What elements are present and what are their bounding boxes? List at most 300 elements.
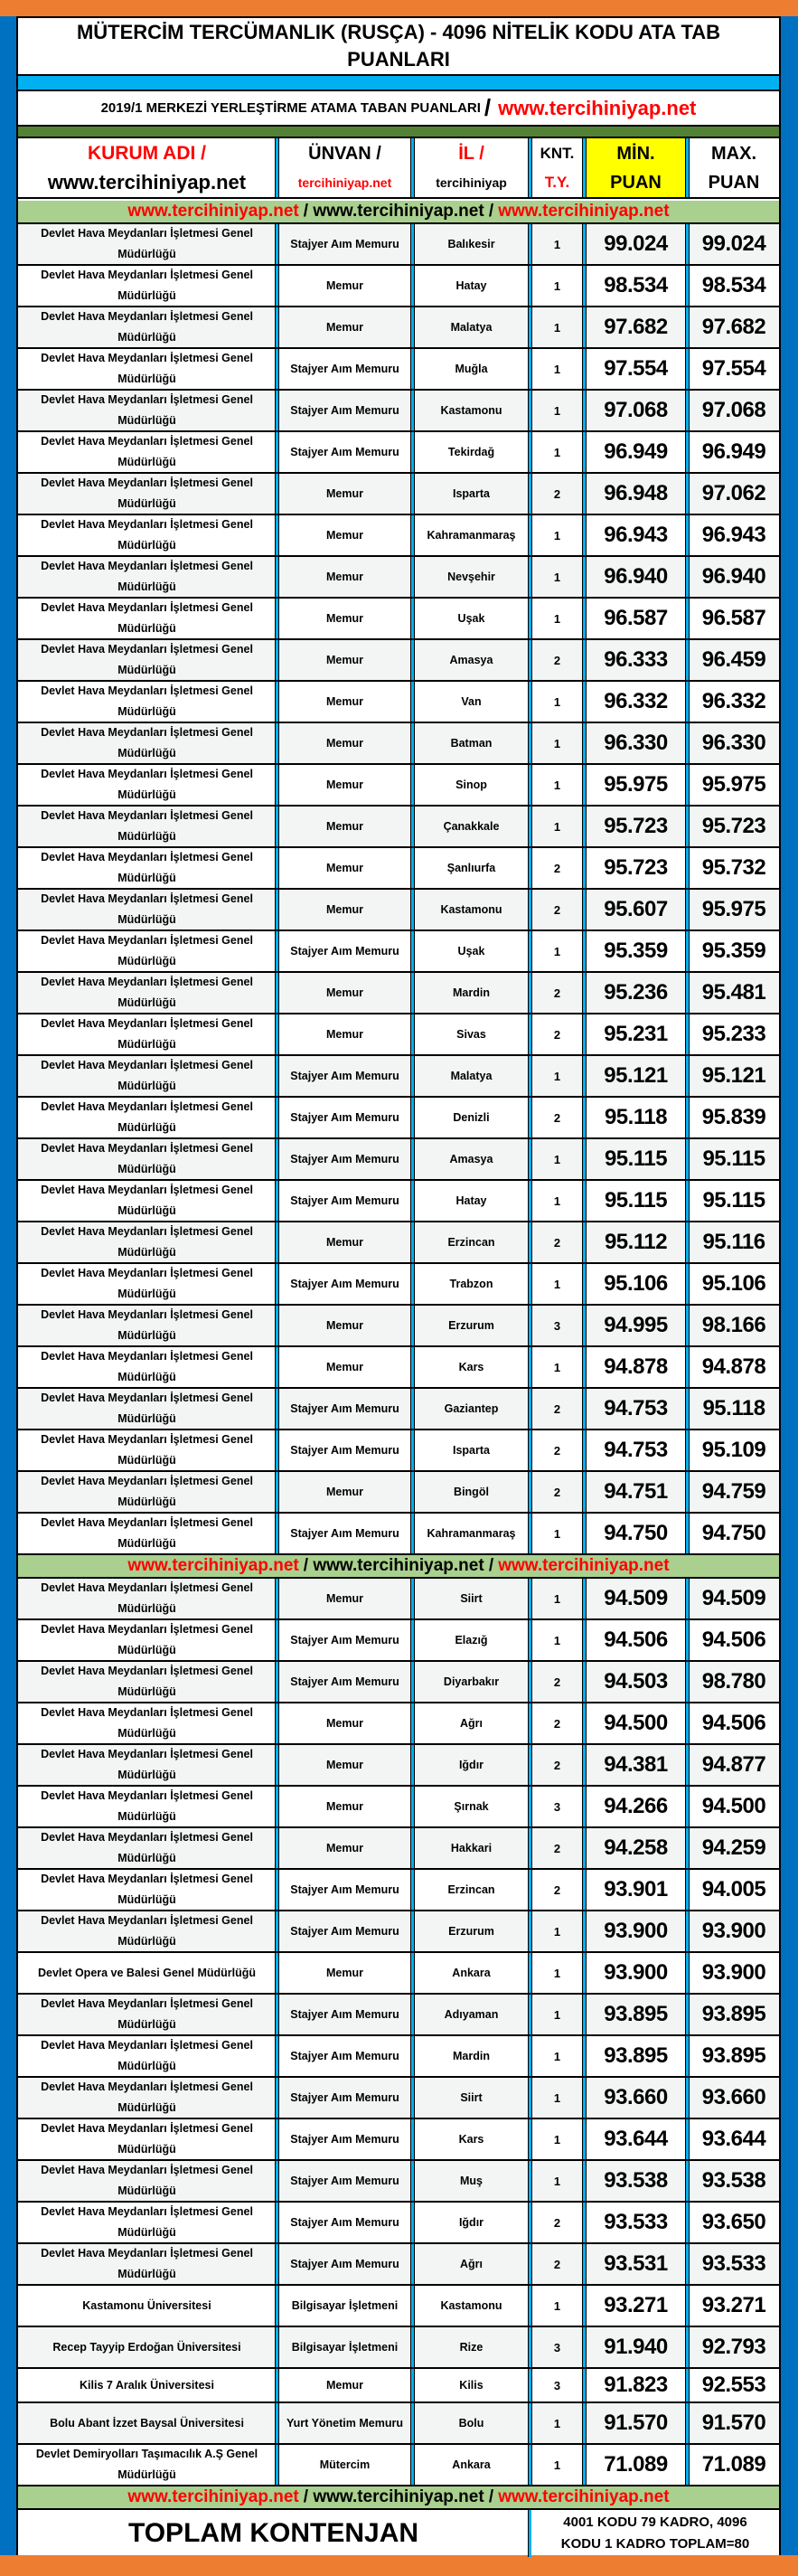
knt-cell: 2 [529,1662,583,1702]
max-puan-cell: 95.732 [686,848,779,888]
knt-cell: 1 [529,765,583,805]
unvan-cell: Stajyer Aım Memuru [276,1995,411,2034]
table-row [18,2161,779,2203]
table-row [18,1181,779,1222]
max-puan-cell: 93.538 [686,2161,779,2201]
knt-cell: 2 [529,1745,583,1785]
min-puan-cell: 93.531 [583,2244,686,2284]
unvan-cell: Stajyer Aım Memuru [276,391,411,430]
table-row [18,266,779,307]
table-row [18,1579,779,1620]
table-row [18,599,779,640]
il-cell: Kahramanmaraş [411,1514,529,1553]
header-il [411,138,529,197]
table-row [18,1703,779,1745]
table-row [18,432,779,474]
min-puan-cell: 96.943 [583,515,686,555]
knt-cell: 2 [529,1828,583,1868]
unvan-cell: Stajyer Aım Memuru [276,349,411,389]
table-row [18,848,779,890]
knt-cell: 1 [529,349,583,389]
max-puan-cell: 95.116 [686,1222,779,1262]
subtitle-site-link[interactable]: www.tercihiniyap.net [498,96,697,119]
max-puan-cell: 97.682 [686,307,779,347]
header-knt-sub: T.Y. [544,173,570,191]
subtitle-slash: / [483,94,492,121]
knt-cell: 1 [529,599,583,638]
unvan-cell: Stajyer Aım Memuru [276,2203,411,2242]
il-cell: Bingöl [411,1472,529,1512]
max-puan-cell: 94.500 [686,1787,779,1826]
il-cell: Diyarbakır [411,1662,529,1702]
min-puan-cell: 93.644 [583,2119,686,2159]
kurum-cell: Devlet Hava Meydanları İşletmesi Genel Müdürlüğü [41,310,253,344]
table-row [18,307,779,349]
unvan-cell: Stajyer Aım Memuru [276,1181,411,1221]
table-row [18,557,779,599]
min-puan-cell: 95.115 [583,1181,686,1221]
max-puan-cell: 92.793 [686,2327,779,2367]
table-row [18,1306,779,1347]
table-row [18,1787,779,1828]
table-row [18,515,779,557]
max-puan-cell: 99.024 [686,224,779,264]
unvan-cell: Memur [276,682,411,722]
kurum-cell: Devlet Hava Meydanları İşletmesi Genel Müdürlüğü [41,1100,253,1134]
unvan-cell: Memur [276,723,411,763]
max-puan-cell: 93.533 [686,2244,779,2284]
il-cell: Çanakkale [411,807,529,846]
min-puan-cell: 95.118 [583,1098,686,1137]
kurum-cell: Devlet Hava Meydanları İşletmesi Genel Müdürlüğü [41,1392,253,1425]
page-frame [0,16,798,2555]
unvan-cell: Stajyer Aım Memuru [276,1098,411,1137]
min-puan-cell: 97.554 [583,349,686,389]
max-puan-cell: 91.570 [686,2403,779,2443]
min-puan-cell: 95.106 [583,1264,686,1304]
unvan-cell: Memur [276,557,411,597]
page-title: MÜTERCİM TERCÜMANLIK (RUSÇA) - 4096 NİTELİK KODU ATA TAB PUANLARI [18,16,779,76]
il-cell: Elazığ [411,1620,529,1660]
max-puan-cell: 98.534 [686,266,779,306]
table-row [18,1014,779,1056]
unvan-cell: Memur [276,2369,411,2401]
header-unvan-site: tercihiniyap.net [297,175,392,190]
kurum-cell: Devlet Hava Meydanları İşletmesi Genel Müdürlüğü [41,560,253,593]
table-row [18,1472,779,1514]
knt-cell: 3 [529,2327,583,2367]
kurum-cell: Devlet Hava Meydanları İşletmesi Genel Müdürlüğü [41,1914,253,1948]
score-sheet [16,16,781,2555]
max-puan-cell: 71.089 [686,2445,779,2485]
il-cell: Kastamonu [411,2286,529,2326]
min-puan-cell: 94.500 [583,1703,686,1743]
unvan-cell: Memur [276,848,411,888]
kurum-cell: Devlet Hava Meydanları İşletmesi Genel Müdürlüğü [41,1225,253,1259]
min-puan-cell: 96.949 [583,432,686,472]
unvan-cell: Memur [276,1828,411,1868]
knt-cell: 1 [529,2286,583,2326]
max-puan-cell: 97.062 [686,474,779,514]
kurum-cell: Devlet Hava Meydanları İşletmesi Genel Müdürlüğü [41,643,253,676]
knt-cell: 1 [529,224,583,264]
knt-cell: 1 [529,432,583,472]
il-cell: Uşak [411,931,529,971]
total-quota-note [529,2510,779,2557]
knt-cell: 3 [529,1787,583,1826]
unvan-cell: Memur [276,1787,411,1826]
min-puan-cell: 94.750 [583,1514,686,1553]
kurum-cell: Devlet Hava Meydanları İşletmesi Genel Müdürlüğü [41,352,253,385]
max-puan-cell: 95.118 [686,1389,779,1429]
kurum-cell: Devlet Hava Meydanları İşletmesi Genel Müdürlüğü [41,1623,253,1656]
table-row [18,807,779,848]
knt-cell: 2 [529,1389,583,1429]
il-cell: Tekirdağ [411,432,529,472]
il-cell: Amasya [411,1139,529,1179]
kurum-cell: Devlet Hava Meydanları İşletmesi Genel Müdürlüğü [41,892,253,926]
unvan-cell: Stajyer Aım Memuru [276,2161,411,2201]
unvan-cell: Memur [276,1306,411,1345]
watermark-row-middle [18,1555,779,1579]
il-cell: Hatay [411,266,529,306]
kurum-cell: Devlet Hava Meydanları İşletmesi Genel Müdürlüğü [41,1350,253,1383]
il-cell: Rize [411,2327,529,2367]
max-puan-cell: 93.900 [686,1911,779,1951]
results-table-section-1 [18,224,779,1555]
knt-cell: 1 [529,2403,583,2443]
unvan-cell: Stajyer Aım Memuru [276,1139,411,1179]
subtitle-row [18,91,779,127]
table-row [18,765,779,807]
header-il-site: tercihiniyap [436,175,507,190]
header-kurum [18,138,276,197]
min-puan-cell: 95.607 [583,890,686,929]
min-puan-cell: 95.359 [583,931,686,971]
kurum-cell: Devlet Hava Meydanları İşletmesi Genel Müdürlüğü [41,768,253,801]
table-row [18,1098,779,1139]
knt-cell: 1 [529,1347,583,1387]
max-puan-cell: 94.759 [686,1472,779,1512]
kurum-cell: Devlet Hava Meydanları İşletmesi Genel Müdürlüğü [41,851,253,884]
table-row [18,1264,779,1306]
table-row [18,1389,779,1430]
kurum-cell: Kilis 7 Aralık Üniversitesi [80,2378,214,2392]
kurum-cell: Devlet Hava Meydanları İşletmesi Genel Müdürlüğü [41,2205,253,2239]
max-puan-cell: 97.068 [686,391,779,430]
unvan-cell: Stajyer Aım Memuru [276,1870,411,1910]
max-puan-cell: 94.259 [686,1828,779,1868]
table-row [18,2244,779,2286]
min-puan-cell: 93.895 [583,1995,686,2034]
max-puan-cell: 93.650 [686,2203,779,2242]
unvan-cell: Yurt Yönetim Memuru [276,2403,411,2443]
max-puan-cell: 95.481 [686,973,779,1013]
knt-cell: 1 [529,2119,583,2159]
min-puan-cell: 97.068 [583,391,686,430]
il-cell: Mardin [411,973,529,1013]
min-puan-cell: 93.271 [583,2286,686,2326]
min-puan-cell: 94.751 [583,1472,686,1512]
header-max-puan [686,138,779,197]
watermark-link[interactable]: / www.tercihiniyap.net / [303,2487,494,2506]
min-puan-cell: 97.682 [583,307,686,347]
knt-cell: 2 [529,474,583,514]
knt-cell: 1 [529,1620,583,1660]
table-row [18,2369,779,2403]
table-row [18,2403,779,2445]
knt-cell: 2 [529,2244,583,2284]
header-unvan [276,138,411,197]
min-puan-cell: 91.823 [583,2369,686,2401]
unvan-cell: Stajyer Aım Memuru [276,2119,411,2159]
table-row [18,1995,779,2036]
knt-cell: 1 [529,1056,583,1096]
table-row [18,931,779,973]
knt-cell: 2 [529,1222,583,1262]
unvan-cell: Stajyer Aım Memuru [276,2244,411,2284]
knt-cell: 1 [529,2161,583,2201]
green-divider [18,127,779,138]
unvan-cell: Memur [276,515,411,555]
min-puan-cell: 94.995 [583,1306,686,1345]
min-puan-cell: 93.900 [583,1911,686,1951]
subtitle-text: 2019/1 MERKEZİ YERLEŞTİRME ATAMA TABAN PUANLARI [100,100,481,116]
kurum-cell: Devlet Hava Meydanları İşletmesi Genel Müdürlüğü [41,684,253,718]
min-puan-cell: 95.112 [583,1222,686,1262]
min-puan-cell: 93.533 [583,2203,686,2242]
kurum-cell: Devlet Hava Meydanları İşletmesi Genel Müdürlüğü [41,518,253,552]
max-puan-cell: 98.780 [686,1662,779,1702]
knt-cell: 1 [529,266,583,306]
unvan-cell: Stajyer Aım Memuru [276,1389,411,1429]
table-row [18,1139,779,1181]
il-cell: Trabzon [411,1264,529,1304]
kurum-cell: Devlet Hava Meydanları İşletmesi Genel Müdürlüğü [41,227,253,260]
kurum-cell: Devlet Hava Meydanları İşletmesi Genel Müdürlüğü [41,1433,253,1467]
header-knt [529,138,583,197]
il-cell: Siirt [411,2078,529,2118]
kurum-cell: Devlet Hava Meydanları İşletmesi Genel Müdürlüğü [41,393,253,427]
unvan-cell: Stajyer Aım Memuru [276,1662,411,1702]
max-puan-cell: 93.271 [686,2286,779,2326]
max-puan-cell: 93.644 [686,2119,779,2159]
unvan-cell: Memur [276,1014,411,1054]
table-row [18,1056,779,1098]
max-puan-cell: 96.587 [686,599,779,638]
header-max-label: MAX. [711,143,756,164]
min-puan-cell: 96.333 [583,640,686,680]
unvan-cell: Memur [276,1953,411,1993]
unvan-cell: Mütercim [276,2445,411,2485]
table-row [18,391,779,432]
table-row [18,890,779,931]
max-puan-cell: 96.943 [686,515,779,555]
min-puan-cell: 95.975 [583,765,686,805]
kurum-cell: Devlet Hava Meydanları İşletmesi Genel Müdürlüğü [41,2039,253,2072]
kurum-cell: Devlet Hava Meydanları İşletmesi Genel Müdürlüğü [41,269,253,302]
max-puan-cell: 95.723 [686,807,779,846]
min-puan-cell: 95.723 [583,807,686,846]
il-cell: Iğdır [411,1745,529,1785]
knt-cell: 1 [529,682,583,722]
header-max-sub: PUAN [708,172,760,193]
knt-cell: 2 [529,2203,583,2242]
header-il-label: İL / [458,143,484,164]
kurum-cell: Devlet Hava Meydanları İşletmesi Genel Müdürlüğü [41,2164,253,2197]
total-quota-label: TOPLAM KONTENJAN [127,2518,419,2548]
knt-cell: 1 [529,1911,583,1951]
unvan-cell: Memur [276,890,411,929]
il-cell: Sivas [411,1014,529,1054]
table-row [18,2203,779,2244]
kurum-cell: Devlet Hava Meydanları İşletmesi Genel Müdürlüğü [41,1665,253,1698]
kurum-cell: Recep Tayyip Erdoğan Üniversitesi [52,2340,241,2354]
kurum-cell: Devlet Hava Meydanları İşletmesi Genel Müdürlüğü [41,1873,253,1906]
min-puan-cell: 93.660 [583,2078,686,2118]
unvan-cell: Stajyer Aım Memuru [276,1264,411,1304]
kurum-cell: Devlet Hava Meydanları İşletmesi Genel Müdürlüğü [41,934,253,967]
table-row [18,2078,779,2119]
knt-cell: 1 [529,307,583,347]
min-puan-cell: 91.570 [583,2403,686,2443]
max-puan-cell: 96.332 [686,682,779,722]
unvan-cell: Stajyer Aım Memuru [276,432,411,472]
header-min-puan [583,138,686,197]
kurum-cell: Devlet Hava Meydanları İşletmesi Genel Müdürlüğü [41,1017,253,1051]
table-row [18,1222,779,1264]
knt-cell: 2 [529,1472,583,1512]
table-row [18,2286,779,2327]
il-cell: Muş [411,2161,529,2201]
knt-cell: 1 [529,391,583,430]
table-row [18,349,779,391]
il-cell: Kars [411,2119,529,2159]
il-cell: Van [411,682,529,722]
max-puan-cell: 95.975 [686,890,779,929]
knt-cell: 3 [529,1306,583,1345]
knt-cell: 2 [529,848,583,888]
kurum-cell: Devlet Hava Meydanları İşletmesi Genel Müdürlüğü [41,1475,253,1508]
il-cell: Uşak [411,599,529,638]
table-row [18,1911,779,1953]
kurum-cell: Devlet Hava Meydanları İşletmesi Genel Müdürlüğü [41,1267,253,1300]
min-puan-cell: 96.587 [583,599,686,638]
watermark-link[interactable]: www.tercihiniyap.net [498,2487,670,2506]
il-cell: Şanlıurfa [411,848,529,888]
max-puan-cell: 95.839 [686,1098,779,1137]
watermark-link[interactable]: www.tercihiniyap.net [127,1556,299,1575]
table-row [18,973,779,1014]
max-puan-cell: 93.895 [686,1995,779,2034]
il-cell: Hakkari [411,1828,529,1868]
table-row [18,2119,779,2161]
il-cell: Kars [411,1347,529,1387]
table-row [18,2445,779,2486]
kurum-cell: Devlet Hava Meydanları İşletmesi Genel Müdürlüğü [41,477,253,510]
max-puan-cell: 94.005 [686,1870,779,1910]
unvan-cell: Memur [276,1472,411,1512]
il-cell: Bolu [411,2403,529,2443]
min-puan-cell: 94.381 [583,1745,686,1785]
watermark-link[interactable]: www.tercihiniyap.net [127,202,299,221]
knt-cell: 1 [529,1514,583,1553]
il-cell: Kilis [411,2369,529,2401]
knt-cell: 1 [529,557,583,597]
watermark-link[interactable]: / www.tercihiniyap.net / [303,202,494,221]
il-cell: Mardin [411,2036,529,2076]
kurum-cell: Devlet Hava Meydanları İşletmesi Genel Müdürlüğü [41,1308,253,1342]
min-puan-cell: 94.503 [583,1662,686,1702]
il-cell: Sinop [411,765,529,805]
knt-cell: 1 [529,1139,583,1179]
table-row [18,1514,779,1555]
knt-cell: 1 [529,1264,583,1304]
watermark-link[interactable]: www.tercihiniyap.net [498,1556,670,1575]
kurum-cell: Devlet Hava Meydanları İşletmesi Genel Müdürlüğü [41,1997,253,2031]
max-puan-cell: 94.509 [686,1579,779,1618]
min-puan-cell: 95.115 [583,1139,686,1179]
total-quota-row [18,2510,779,2557]
il-cell: Isparta [411,474,529,514]
max-puan-cell: 93.660 [686,2078,779,2118]
max-puan-cell: 98.166 [686,1306,779,1345]
max-puan-cell: 95.233 [686,1014,779,1054]
knt-cell: 1 [529,515,583,555]
max-puan-cell: 94.506 [686,1703,779,1743]
knt-cell: 1 [529,1953,583,1993]
kurum-cell: Devlet Hava Meydanları İşletmesi Genel Müdürlüğü [41,1184,253,1217]
total-note-line1: 4001 KODU 79 KADRO, 4096 [563,2515,747,2530]
kurum-cell: Devlet Hava Meydanları İşletmesi Genel Müdürlüğü [41,809,253,843]
cyan-divider [18,76,779,91]
knt-cell: 2 [529,1430,583,1470]
unvan-cell: Memur [276,1579,411,1618]
kurum-cell: Devlet Hava Meydanları İşletmesi Genel Müdürlüğü [41,1748,253,1781]
kurum-cell: Devlet Hava Meydanları İşletmesi Genel Müdürlüğü [41,2081,253,2114]
kurum-cell: Devlet Hava Meydanları İşletmesi Genel Müdürlüğü [41,435,253,468]
knt-cell: 2 [529,640,583,680]
table-row [18,1870,779,1911]
table-row [18,1828,779,1870]
il-cell: Malatya [411,307,529,347]
il-cell: Iğdır [411,2203,529,2242]
knt-cell: 1 [529,1579,583,1618]
il-cell: Balıkesir [411,224,529,264]
unvan-cell: Stajyer Aım Memuru [276,1620,411,1660]
min-puan-cell: 96.330 [583,723,686,763]
kurum-cell: Devlet Hava Meydanları İşletmesi Genel Müdürlüğü [41,976,253,1009]
kurum-cell: Kastamonu Üniversitesi [82,2298,211,2312]
il-cell: Kastamonu [411,391,529,430]
header-unvan-label: ÜNVAN / [308,143,381,164]
knt-cell: 1 [529,1181,583,1221]
watermark-link[interactable]: www.tercihiniyap.net [498,202,670,221]
watermark-row-bottom [18,2486,779,2510]
unvan-cell: Memur [276,1703,411,1743]
watermark-link[interactable]: / www.tercihiniyap.net / [303,1556,494,1575]
il-cell: Erzincan [411,1222,529,1262]
knt-cell: 2 [529,1014,583,1054]
unvan-cell: Memur [276,307,411,347]
watermark-link[interactable]: www.tercihiniyap.net [127,2487,299,2506]
max-puan-cell: 95.115 [686,1139,779,1179]
kurum-cell: Devlet Hava Meydanları İşletmesi Genel Müdürlüğü [41,1789,253,1823]
min-puan-cell: 96.332 [583,682,686,722]
table-row [18,1745,779,1787]
kurum-cell: Devlet Opera ve Balesi Genel Müdürlüğü [37,1966,257,1979]
min-puan-cell: 95.723 [583,848,686,888]
